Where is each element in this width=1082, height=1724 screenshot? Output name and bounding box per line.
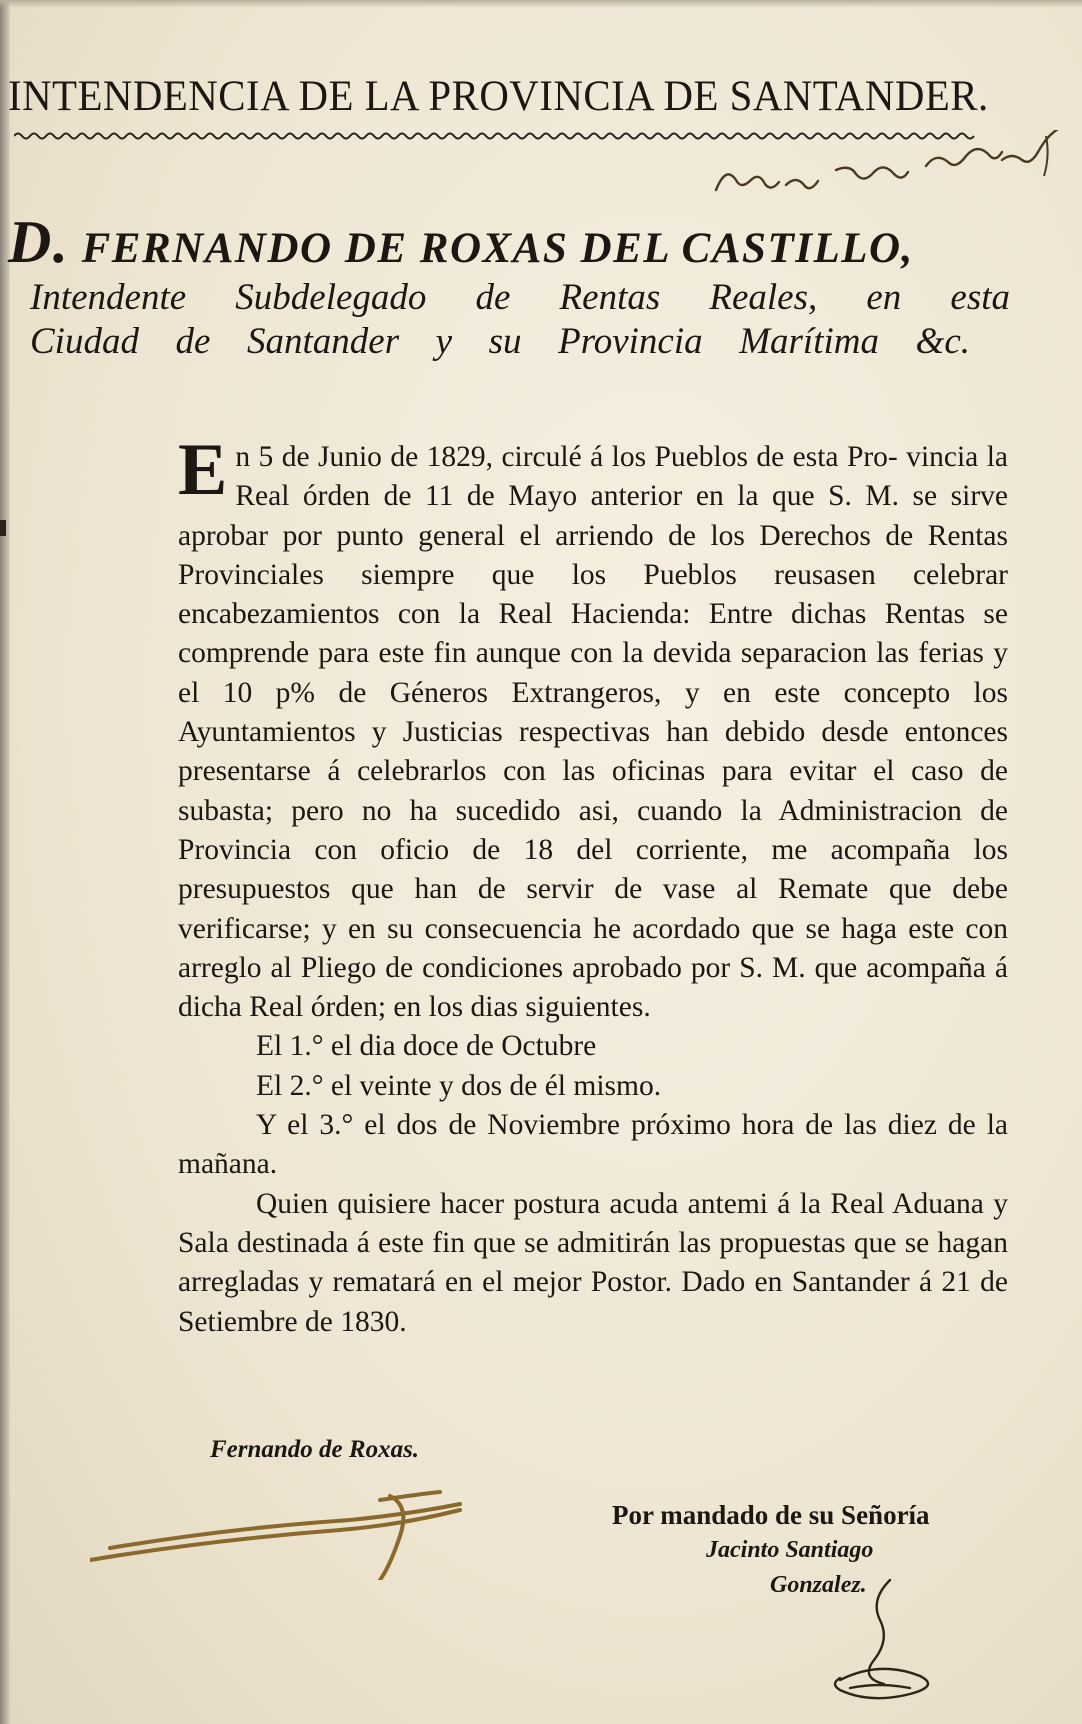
drop-cap: E [178, 429, 228, 511]
paragraph-1-rest: vincia la Real órden de 11 de Mayo anterior en la que S. M. se sirve aprobar por punto general el arriendo de los Derechos de Rentas Provinciales siempre que los Pueblos reusasen celebrar encabezamientos con la Real Hacienda: Entre dichas Rentas se comprende para este fin aunque con la devida separacion las ferias y el 10 p% de Géneros Extrangeros, y en este concepto los Ayuntamientos y Justicias respectivas han debido desde entonces presentarse á celebrarlos con las oficinas para evitar el caso de subasta; pero no ha sucedido asi, cuando la Administracion de Provincia con oficio de 18 del corriente, me acompaña los presupuestos que han de servir de vase al Remate que debe verificarse; y en su consecuencia he acordado que se haga este con arreglo al Pliego de condiciones aprobado por S. M. que acompaña á dicha Real órden; en los dias siguientes. [178, 441, 1008, 1024]
secretary-name-line1: Jacinto Santiago [706, 1537, 874, 1563]
page-top-shadow [0, 0, 1082, 8]
auction-date-3: Y el 3.° el dos de Noviembre próximo hora de las diez de la mañana. [178, 1109, 1008, 1181]
title-name: FERNANDO DE ROXAS DEL CASTILLO, [81, 225, 914, 272]
official-name [8, 208, 1008, 277]
paragraph-2: Quien quisiere hacer postura acuda antemi á la Real Aduana y Sala destinada á este fin que se admitirán las propuestas que se hagan arregladas y rematará en el mejor Postor. Dado en Santander á 21 de Setiembre de 1830. [178, 1187, 1008, 1338]
document-header: INTENDENCIA DE LA PROVINCIA DE SANTANDER. [8, 73, 989, 120]
margin-mark [0, 520, 6, 536]
official-position-line2: Ciudad de Santander y su Provincia Marítima &c. [30, 321, 970, 362]
paragraph-1-first: n 5 de Junio de 1829, circulé á los Pueblos de esta Pro- [235, 441, 898, 473]
document-body [178, 429, 1008, 1342]
auction-date-1: El 1.° el dia doce de Octubre [256, 1030, 597, 1063]
title-initial: D. [8, 209, 70, 275]
handwritten-note [706, 130, 1078, 220]
secretary-label: Por mandado de su Señoría [612, 1500, 930, 1530]
secretary-flourish [820, 1560, 940, 1710]
signatory-name: Fernando de Roxas. [210, 1436, 420, 1463]
official-position-line1: Intendente Subdelegado de Rentas Reales, en esta [30, 277, 1010, 318]
paragraph-1 [178, 429, 1008, 1027]
auction-date-2: El 2.° el veinte y dos de él mismo. [256, 1069, 662, 1102]
signature-flourish [90, 1460, 480, 1580]
secretary-name-line2: Gonzalez. [770, 1572, 867, 1598]
